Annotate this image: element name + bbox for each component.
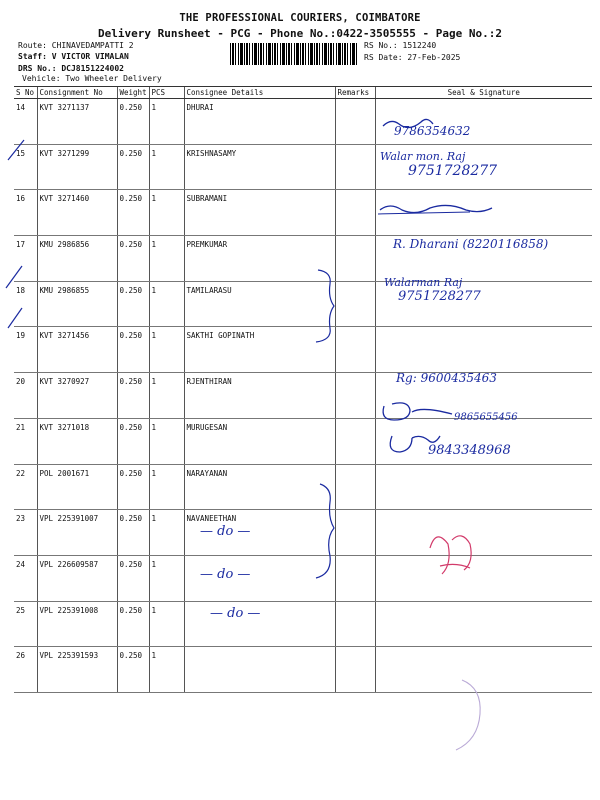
remarks-cell: [335, 327, 375, 373]
col-header-seal: Seal & Signature: [375, 87, 592, 99]
consignment-number-cell: VPL 225391008: [37, 601, 117, 647]
sno-cell: 23: [14, 510, 37, 556]
pcs-cell: 1: [149, 99, 184, 145]
ditto-mark-25: — do —: [200, 567, 251, 582]
handwritten-signature-14: 9786354632: [394, 124, 471, 138]
consignment-number-cell: POL 2001671: [37, 464, 117, 510]
handwritten-name-18: Walarman Raj: [384, 276, 463, 289]
remarks-cell: [335, 647, 375, 693]
runsheet-title: Delivery Runsheet - PCG - Phone No.:0422-3505555 - Page No.:2: [98, 27, 502, 40]
consignment-number-cell: KVT 3271299: [37, 144, 117, 190]
remarks-cell: [335, 99, 375, 145]
consignment-number-cell: KVT 3271460: [37, 190, 117, 236]
pcs-cell: 1: [149, 647, 184, 693]
ditto-mark-24: — do —: [200, 524, 251, 539]
consignment-number-cell: KVT 3270927: [37, 373, 117, 419]
barcode: [230, 43, 358, 65]
sno-cell: 19: [14, 327, 37, 373]
rs-date: RS Date: 27-Feb-2025: [364, 53, 461, 62]
weight-cell: 0.250: [117, 190, 149, 236]
ditto-mark-26: — do —: [210, 606, 261, 621]
weight-cell: 0.250: [117, 601, 149, 647]
table-row: [14, 647, 592, 693]
staff-label: Staff: V VICTOR VIMALAN: [18, 52, 129, 61]
weight-cell: 0.250: [117, 327, 149, 373]
remarks-cell: [335, 190, 375, 236]
pcs-cell: 1: [149, 144, 184, 190]
remarks-cell: [335, 236, 375, 282]
weight-cell: 0.250: [117, 418, 149, 464]
col-header-weight: Weight: [117, 87, 149, 99]
handwritten-signature-17: R. Dharani (8220116858): [393, 237, 549, 251]
consignee-cell: [184, 647, 335, 693]
vehicle-label: Vehicle: Two Wheeler Delivery: [22, 74, 162, 83]
sno-cell: 21: [14, 418, 37, 464]
handwritten-name-15: Walar mon. Raj: [380, 150, 466, 163]
weight-cell: 0.250: [117, 464, 149, 510]
consignment-number-cell: VPL 225391593: [37, 647, 117, 693]
pcs-cell: 1: [149, 327, 184, 373]
handwritten-signature-21: 9865655456: [454, 412, 518, 423]
consignee-cell: TAMILARASU: [184, 281, 335, 327]
col-header-consignment: Consignment No: [37, 87, 117, 99]
sno-cell: 14: [14, 99, 37, 145]
consignment-number-cell: KVT 3271456: [37, 327, 117, 373]
remarks-cell: [335, 281, 375, 327]
company-name: THE PROFESSIONAL COURIERS, COIMBATORE: [179, 12, 421, 24]
table-row: [14, 99, 592, 145]
table-row: [14, 327, 592, 373]
seal-signature-cell: [375, 327, 592, 373]
pcs-cell: 1: [149, 601, 184, 647]
table-row: [14, 601, 592, 647]
runsheet-table: [14, 86, 592, 693]
col-header-sno: S No: [14, 87, 37, 99]
consignee-cell: NARAYANAN: [184, 464, 335, 510]
remarks-cell: [335, 144, 375, 190]
table-row: [14, 281, 592, 327]
pcs-cell: 1: [149, 418, 184, 464]
consignment-number-cell: KMU 2986855: [37, 281, 117, 327]
handwritten-signature-20: Rg: 9600435463: [396, 371, 497, 385]
table-row: [14, 555, 592, 601]
consignee-cell: DHURAI: [184, 99, 335, 145]
handwritten-signature-22: 9843348968: [428, 443, 511, 458]
seal-signature-cell: [375, 647, 592, 693]
consignee-cell: KRISHNASAMY: [184, 144, 335, 190]
pcs-cell: 1: [149, 464, 184, 510]
col-header-remarks: Remarks: [335, 87, 375, 99]
weight-cell: 0.250: [117, 99, 149, 145]
pcs-cell: 1: [149, 555, 184, 601]
consignment-number-cell: KVT 3271137: [37, 99, 117, 145]
sno-cell: 16: [14, 190, 37, 236]
weight-cell: 0.250: [117, 281, 149, 327]
remarks-cell: [335, 510, 375, 556]
consignee-cell: PREMKUMAR: [184, 236, 335, 282]
sno-cell: 24: [14, 555, 37, 601]
sno-cell: 17: [14, 236, 37, 282]
handwritten-phone-15: 9751728277: [408, 163, 498, 179]
sno-cell: 18: [14, 281, 37, 327]
seal-signature-cell: [375, 510, 592, 556]
consignee-cell: SUBRAMANI: [184, 190, 335, 236]
weight-cell: 0.250: [117, 555, 149, 601]
remarks-cell: [335, 418, 375, 464]
pcs-cell: 1: [149, 510, 184, 556]
sno-cell: 25: [14, 601, 37, 647]
consignee-cell: NAVANEETHAN: [184, 510, 335, 556]
consignee-cell: RJENTHIRAN: [184, 373, 335, 419]
seal-signature-cell: [375, 601, 592, 647]
seal-signature-cell: [375, 464, 592, 510]
weight-cell: 0.250: [117, 647, 149, 693]
rs-number: RS No.: 1512240: [364, 41, 437, 50]
pcs-cell: 1: [149, 281, 184, 327]
consignee-cell: SAKTHI GOPINATH: [184, 327, 335, 373]
col-header-pcs: PCS: [149, 87, 184, 99]
table-header-row: [14, 87, 592, 99]
pcs-cell: 1: [149, 373, 184, 419]
remarks-cell: [335, 373, 375, 419]
weight-cell: 0.250: [117, 373, 149, 419]
remarks-cell: [335, 555, 375, 601]
pcs-cell: 1: [149, 236, 184, 282]
handwritten-phone-18: 9751728277: [398, 289, 481, 304]
table-row: [14, 190, 592, 236]
col-header-consignee: Consignee Details: [184, 87, 335, 99]
sno-cell: 20: [14, 373, 37, 419]
table-row: [14, 144, 592, 190]
table-row: [14, 464, 592, 510]
sno-cell: 22: [14, 464, 37, 510]
sno-cell: 15: [14, 144, 37, 190]
consignment-number-cell: KVT 3271018: [37, 418, 117, 464]
seal-signature-cell: [375, 190, 592, 236]
remarks-cell: [335, 464, 375, 510]
consignee-cell: MURUGESAN: [184, 418, 335, 464]
consignment-number-cell: KMU 2986856: [37, 236, 117, 282]
sno-cell: 26: [14, 647, 37, 693]
weight-cell: 0.250: [117, 236, 149, 282]
table-row: [14, 510, 592, 556]
consignment-number-cell: VPL 225391007: [37, 510, 117, 556]
drs-number: DRS No.: DCJ8151224002: [18, 64, 124, 73]
weight-cell: 0.250: [117, 510, 149, 556]
seal-signature-cell: [375, 555, 592, 601]
weight-cell: 0.250: [117, 144, 149, 190]
consignment-number-cell: VPL 226609587: [37, 555, 117, 601]
pcs-cell: 1: [149, 190, 184, 236]
route-label: Route: CHINAVEDAMPATTI 2: [18, 41, 134, 50]
remarks-cell: [335, 601, 375, 647]
